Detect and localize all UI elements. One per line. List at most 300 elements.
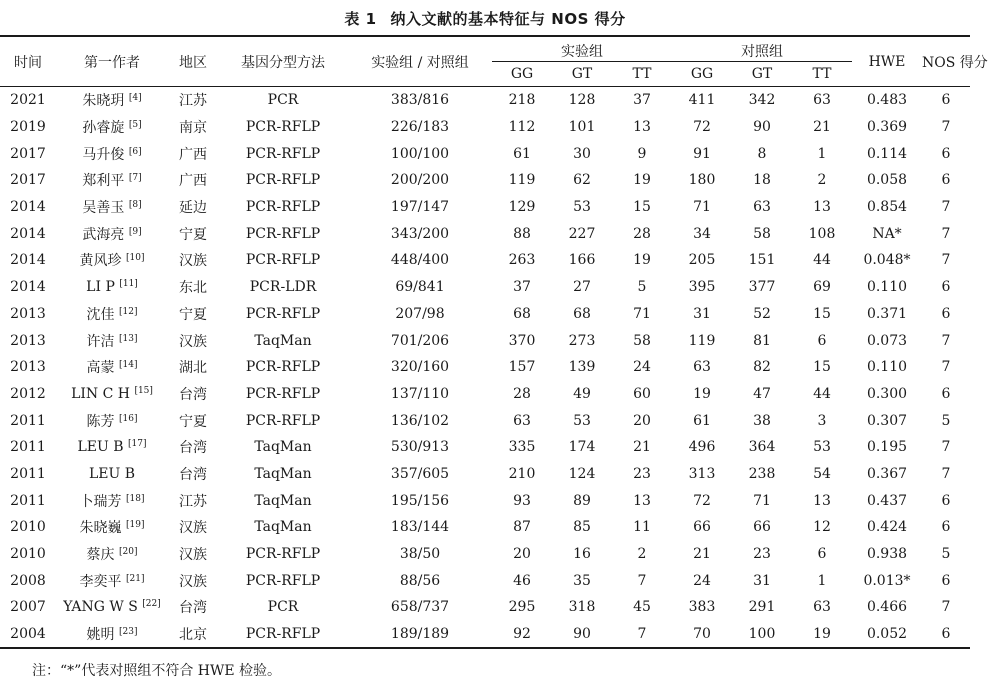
cell-ctrl-gt: 364 — [748, 439, 776, 456]
cell-ctrl-gt: 8 — [757, 145, 767, 162]
cell-method: PCR-RFLP — [245, 546, 321, 563]
cell-method: PCR-RFLP — [245, 359, 321, 376]
cell-nos: 5 — [941, 546, 951, 563]
cell-author — [56, 114, 168, 141]
cell-ctrl-gg: 395 — [688, 279, 716, 296]
cell-ctrl-gg: 19 — [693, 385, 711, 402]
cell-exp-gt: 53 — [573, 199, 591, 216]
cell-region: 江苏 — [179, 93, 207, 110]
cell-ratio: 530/913 — [390, 439, 450, 456]
cell-ctrl-tt: 44 — [813, 252, 831, 269]
table-title: 纳入文献的基本特征与 NOS 得分 — [390, 10, 626, 28]
cell-ctrl-gg: 24 — [693, 572, 711, 589]
table-row — [0, 381, 970, 408]
cell-year: 2004 — [0, 621, 56, 649]
cell-hwe: 0.483 — [866, 92, 908, 109]
table-row — [0, 567, 970, 594]
author-name: 陈芳 — [86, 413, 115, 430]
cell-ctrl-gg: 383 — [688, 599, 716, 616]
cell-method: PCR-RFLP — [245, 385, 321, 402]
cell-hwe: 0.058 — [866, 172, 908, 189]
cell-region: 台湾 — [179, 386, 207, 403]
cell-ratio: 343/200 — [390, 225, 450, 242]
cell-hwe: 0.466 — [866, 599, 908, 616]
cell-exp-gt: 85 — [573, 519, 591, 536]
cell-ctrl-tt: 21 — [813, 119, 831, 136]
cell-hwe: 0.114 — [866, 145, 908, 162]
cell-exp-tt: 24 — [633, 359, 651, 376]
cell-ctrl-gg: 72 — [693, 492, 711, 509]
header-ratio: 实验组 / 对照组 — [371, 54, 469, 71]
cell-ratio: 207/98 — [395, 305, 445, 322]
cell-hwe: 0.437 — [866, 492, 908, 509]
cell-nos: 7 — [941, 599, 951, 616]
cell-ctrl-tt: 19 — [792, 621, 852, 649]
cell-ratio: 448/400 — [390, 252, 450, 269]
table-body — [0, 87, 970, 649]
table-number: 表 1 — [344, 10, 377, 28]
cell-ratio: 200/200 — [390, 172, 450, 189]
cell-method: PCR-RFLP — [245, 145, 321, 162]
table-row — [0, 301, 970, 328]
cell-ratio: 195/156 — [390, 492, 450, 509]
cell-method: PCR-RFLP — [245, 199, 321, 216]
cell-author — [56, 514, 168, 541]
cell-author — [56, 407, 168, 434]
cell-hwe: 0.300 — [866, 385, 908, 402]
cell-exp-tt: 5 — [637, 279, 647, 296]
author-name: 马升俊 — [82, 146, 125, 163]
cell-author — [56, 354, 168, 381]
cell-method: TaqMan — [254, 519, 312, 536]
author-name: 黄风珍 — [79, 253, 122, 270]
reference-marker: [21] — [125, 573, 145, 584]
cell-method: PCR-RFLP — [245, 412, 321, 429]
header-ctrl-gt: GT — [751, 66, 773, 82]
reference-marker: [15] — [134, 385, 153, 396]
cell-method: PCR-RFLP — [245, 119, 321, 136]
cell-exp-tt: 9 — [637, 145, 647, 162]
cell-ratio: 320/160 — [390, 359, 450, 376]
cell-exp-tt: 60 — [633, 385, 651, 402]
author-name: YANG W S — [63, 599, 138, 616]
cell-ctrl-gg: 66 — [693, 519, 711, 536]
cell-year: 2010 — [10, 519, 46, 536]
cell-ctrl-gt: 82 — [753, 359, 771, 376]
cell-region: 台湾 — [179, 440, 207, 457]
cell-ctrl-tt: 13 — [813, 492, 831, 509]
cell-hwe: 0.073 — [866, 332, 908, 349]
cell-ctrl-tt: 63 — [813, 92, 831, 109]
cell-ratio: 357/605 — [390, 465, 450, 482]
cell-exp-tt: 23 — [633, 465, 651, 482]
cell-author — [56, 461, 168, 488]
cell-exp-tt: 15 — [633, 199, 651, 216]
cell-exp-gg: 20 — [513, 546, 531, 563]
cell-exp-gg: 87 — [513, 519, 531, 536]
cell-ctrl-tt: 69 — [813, 279, 831, 296]
author-name: LEU B — [77, 439, 124, 456]
cell-ctrl-gt: 31 — [753, 572, 771, 589]
cell-year: 2014 — [10, 199, 46, 216]
cell-ctrl-tt: 15 — [813, 305, 831, 322]
cell-region: 汉族 — [179, 333, 207, 350]
cell-ratio: 226/183 — [390, 119, 450, 136]
cell-ctrl-tt: 15 — [813, 359, 831, 376]
cell-exp-gt: 139 — [568, 359, 596, 376]
cell-nos: 7 — [941, 439, 951, 456]
table-row — [0, 114, 970, 141]
cell-year: 2021 — [10, 92, 46, 109]
cell-exp-gg: 119 — [508, 172, 536, 189]
cell-ctrl-tt: 6 — [817, 546, 827, 563]
cell-author — [56, 541, 168, 568]
cell-ctrl-gg: 71 — [693, 199, 711, 216]
cell-ctrl-gt: 47 — [753, 385, 771, 402]
cell-exp-gg: 157 — [508, 359, 536, 376]
header-exp-gt: GT — [571, 66, 593, 82]
cell-exp-gg: 37 — [513, 279, 531, 296]
cell-method: PCR — [267, 599, 299, 616]
table-row — [0, 541, 970, 568]
cell-ratio: 658/737 — [390, 599, 450, 616]
cell-ctrl-gg: 63 — [693, 359, 711, 376]
reference-marker: [16] — [118, 413, 138, 424]
cell-hwe: 0.938 — [866, 546, 908, 563]
cell-ctrl-gg: 31 — [693, 305, 711, 322]
cell-ratio: 197/147 — [390, 199, 450, 216]
header-year: 时间 — [14, 54, 42, 71]
cell-method: PCR-RFLP — [245, 225, 321, 242]
table-row — [0, 461, 970, 488]
author-name: 卜瑞芳 — [79, 493, 122, 510]
cell-exp-gg: 61 — [513, 145, 531, 162]
cell-ctrl-gg: 21 — [693, 546, 711, 563]
cell-nos: 7 — [941, 119, 951, 136]
table-row — [0, 594, 970, 621]
cell-exp-tt: 7 — [637, 572, 647, 589]
cell-year: 2011 — [10, 439, 46, 456]
cell-exp-gt: 227 — [568, 225, 596, 242]
cell-exp-gg: 129 — [508, 199, 536, 216]
cell-region: 汉族 — [179, 253, 207, 270]
reference-marker: [5] — [128, 120, 142, 131]
cell-exp-gt: 90 — [552, 621, 612, 649]
cell-exp-gg: 88 — [513, 225, 531, 242]
cell-exp-tt: 19 — [633, 252, 651, 269]
author-name: 朱晓玥 — [82, 93, 125, 110]
table-row — [0, 167, 970, 194]
studies-table — [0, 35, 988, 649]
reference-marker: [4] — [128, 93, 142, 104]
table-row — [0, 621, 970, 649]
cell-nos: 7 — [941, 359, 951, 376]
cell-ratio: 383/816 — [390, 92, 450, 109]
reference-marker: [20] — [118, 547, 138, 558]
cell-exp-gg: 92 — [492, 621, 552, 649]
cell-ctrl-tt: 2 — [817, 172, 827, 189]
cell-hwe: 0.195 — [866, 439, 908, 456]
author-name: 高蒙 — [86, 360, 115, 377]
reference-marker: [10] — [125, 253, 145, 264]
table-row — [0, 354, 970, 381]
reference-marker: [18] — [125, 493, 145, 504]
cell-method: PCR — [267, 92, 299, 109]
author-name: 蔡庆 — [86, 547, 115, 564]
cell-author — [56, 621, 168, 649]
cell-author — [56, 594, 168, 621]
cell-year: 2014 — [10, 225, 46, 242]
cell-nos: 6 — [941, 305, 951, 322]
cell-ctrl-gg: 70 — [672, 621, 732, 649]
cell-exp-gt: 68 — [573, 305, 591, 322]
cell-hwe: 0.854 — [866, 199, 908, 216]
cell-ctrl-gt: 238 — [748, 465, 776, 482]
author-name: 郑利平 — [82, 173, 125, 190]
cell-region: 宁夏 — [179, 306, 207, 323]
cell-ctrl-gt: 18 — [753, 172, 771, 189]
cell-hwe: 0.048* — [863, 252, 911, 269]
cell-region: 宁夏 — [179, 413, 207, 430]
cell-exp-gg: 112 — [508, 119, 536, 136]
cell-exp-gt: 49 — [573, 385, 591, 402]
header-method: 基因分型方法 — [241, 54, 325, 71]
header-region: 地区 — [179, 54, 207, 71]
cell-ctrl-gg: 119 — [688, 332, 716, 349]
cell-method: PCR-RFLP — [245, 172, 321, 189]
cell-year: 2011 — [10, 492, 46, 509]
author-name: 孙睿旋 — [82, 120, 125, 137]
cell-author — [56, 140, 168, 167]
cell-ctrl-gg: 180 — [688, 172, 716, 189]
cell-ctrl-tt: 63 — [813, 599, 831, 616]
cell-author — [56, 487, 168, 514]
cell-ctrl-tt: 6 — [817, 332, 827, 349]
table-row — [0, 194, 970, 221]
cell-region: 北京 — [168, 621, 218, 649]
cell-nos: 6 — [941, 279, 951, 296]
cell-exp-gg: 295 — [508, 599, 536, 616]
author-name: 沈佳 — [86, 306, 115, 323]
author-name: LIN C H — [71, 385, 130, 402]
cell-author — [56, 434, 168, 461]
table-row — [0, 514, 970, 541]
cell-hwe: 0.371 — [866, 305, 908, 322]
header-author: 第一作者 — [84, 54, 140, 71]
cell-method: PCR-RFLP — [245, 252, 321, 269]
cell-nos: 6 — [941, 92, 951, 109]
cell-exp-gt: 318 — [568, 599, 596, 616]
cell-region: 台湾 — [179, 600, 207, 617]
cell-author — [56, 327, 168, 354]
table-row — [0, 87, 970, 114]
cell-exp-gg: 68 — [513, 305, 531, 322]
cell-year: 2019 — [10, 119, 46, 136]
cell-author — [56, 381, 168, 408]
cell-exp-gt: 30 — [573, 145, 591, 162]
cell-region: 汉族 — [179, 520, 207, 537]
cell-ctrl-gt: 23 — [753, 546, 771, 563]
reference-marker: [6] — [128, 146, 142, 157]
cell-method: PCR-RFLP — [245, 572, 321, 589]
cell-method: TaqMan — [254, 439, 312, 456]
cell-exp-tt: 13 — [633, 119, 651, 136]
cell-ratio: 136/102 — [390, 412, 450, 429]
cell-hwe: NA* — [872, 225, 902, 242]
cell-nos: 7 — [941, 199, 951, 216]
cell-year: 2017 — [10, 172, 46, 189]
cell-exp-tt: 2 — [637, 546, 647, 563]
cell-exp-tt: 21 — [633, 439, 651, 456]
cell-region: 广西 — [179, 173, 207, 190]
cell-ctrl-gt: 38 — [753, 412, 771, 429]
cell-nos: 6 — [941, 492, 951, 509]
cell-ctrl-gt: 81 — [753, 332, 771, 349]
cell-year: 2017 — [10, 145, 46, 162]
cell-year: 2011 — [10, 465, 46, 482]
cell-ctrl-gg: 496 — [688, 439, 716, 456]
cell-author — [56, 167, 168, 194]
header-nos: NOS 得分 — [922, 54, 988, 71]
cell-exp-tt: 20 — [633, 412, 651, 429]
cell-exp-tt: 11 — [633, 519, 651, 536]
header-hwe: HWE — [868, 53, 906, 70]
table-row — [0, 434, 970, 461]
cell-method: TaqMan — [254, 332, 312, 349]
cell-exp-tt: 7 — [612, 621, 672, 649]
cell-ctrl-tt: 12 — [813, 519, 831, 536]
cell-year: 2013 — [10, 305, 46, 322]
header-ctrl-gg: GG — [690, 66, 714, 82]
cell-ctrl-gt: 58 — [753, 225, 771, 242]
cell-method: PCR-LDR — [249, 279, 317, 296]
cell-exp-gt: 166 — [568, 252, 596, 269]
cell-year: 2012 — [10, 385, 46, 402]
table-row — [0, 140, 970, 167]
cell-exp-gg: 263 — [508, 252, 536, 269]
cell-method: PCR-RFLP — [245, 305, 321, 322]
author-name: 李奕平 — [79, 573, 122, 590]
cell-hwe: 0.110 — [866, 359, 908, 376]
cell-ratio: 38/50 — [399, 546, 441, 563]
cell-exp-gt: 62 — [573, 172, 591, 189]
cell-exp-tt: 45 — [633, 599, 651, 616]
cell-region: 南京 — [179, 120, 207, 137]
cell-ratio: 137/110 — [390, 385, 450, 402]
cell-author — [56, 247, 168, 274]
author-name: 姚明 — [86, 627, 115, 644]
cell-hwe: 0.013* — [863, 572, 911, 589]
cell-ratio: 69/841 — [395, 279, 445, 296]
table-footnote: 注：“*”代表对照组不符合 HWE 检验。 — [32, 663, 282, 679]
cell-ctrl-gt: 63 — [753, 199, 771, 216]
cell-nos: 7 — [941, 252, 951, 269]
cell-region: 延边 — [179, 200, 207, 217]
cell-ratio: 100/100 — [390, 145, 450, 162]
table-header — [0, 36, 988, 87]
reference-marker: [11] — [119, 279, 138, 290]
cell-exp-tt: 71 — [633, 305, 651, 322]
cell-ratio: 88/56 — [399, 572, 441, 589]
cell-author — [56, 301, 168, 328]
cell-hwe: 0.369 — [866, 119, 908, 136]
cell-ctrl-tt: 44 — [813, 385, 831, 402]
cell-ctrl-gt: 291 — [748, 599, 776, 616]
cell-author — [56, 567, 168, 594]
reference-marker: [12] — [118, 306, 138, 317]
cell-ctrl-gt: 100 — [732, 621, 792, 649]
cell-ctrl-gt: 342 — [748, 92, 776, 109]
cell-nos: 5 — [941, 412, 951, 429]
cell-ctrl-gg: 205 — [688, 252, 716, 269]
table-row — [0, 274, 970, 301]
cell-author — [56, 194, 168, 221]
cell-exp-gt: 27 — [573, 279, 591, 296]
cell-ctrl-gt: 90 — [753, 119, 771, 136]
cell-ctrl-gg: 91 — [693, 145, 711, 162]
cell-region: 湖北 — [179, 360, 207, 377]
table-row — [0, 407, 970, 434]
cell-region: 汉族 — [179, 547, 207, 564]
cell-ctrl-gg: 34 — [693, 225, 711, 242]
cell-exp-gg: 46 — [513, 572, 531, 589]
cell-hwe: 0.367 — [866, 465, 908, 482]
cell-ctrl-gt: 66 — [753, 519, 771, 536]
cell-exp-gg: 218 — [508, 92, 536, 109]
author-name: 许洁 — [86, 333, 115, 350]
cell-exp-tt: 13 — [633, 492, 651, 509]
cell-ctrl-gt: 52 — [753, 305, 771, 322]
cell-region: 汉族 — [179, 573, 207, 590]
cell-hwe: 0.052 — [852, 621, 922, 649]
cell-exp-gt: 101 — [568, 119, 596, 136]
reference-marker: [14] — [118, 360, 138, 371]
cell-region: 宁夏 — [179, 226, 207, 243]
cell-exp-gg: 93 — [513, 492, 531, 509]
cell-ctrl-tt: 54 — [813, 465, 831, 482]
cell-exp-gt: 16 — [573, 546, 591, 563]
cell-exp-tt: 37 — [633, 92, 651, 109]
header-exp-gg: GG — [510, 66, 534, 82]
cell-region: 台湾 — [179, 466, 207, 483]
cell-hwe: 0.307 — [866, 412, 908, 429]
cell-year: 2008 — [10, 572, 46, 589]
cell-exp-gg: 28 — [513, 385, 531, 402]
cell-ctrl-tt: 13 — [813, 199, 831, 216]
reference-marker: [8] — [128, 200, 142, 211]
cell-exp-gg: 335 — [508, 439, 536, 456]
cell-ctrl-gg: 61 — [693, 412, 711, 429]
cell-exp-gg: 63 — [513, 412, 531, 429]
author-name: LI P — [86, 279, 115, 296]
cell-exp-tt: 28 — [633, 225, 651, 242]
cell-nos: 7 — [941, 465, 951, 482]
author-name: 吴善玉 — [82, 200, 125, 217]
header-control-group: 对照组 — [672, 36, 852, 62]
reference-marker: [23] — [118, 627, 138, 638]
cell-ctrl-gg: 411 — [688, 92, 716, 109]
cell-exp-gt: 128 — [568, 92, 596, 109]
reference-marker: [9] — [128, 226, 142, 237]
reference-marker: [17] — [128, 439, 147, 450]
cell-nos: 6 — [941, 572, 951, 589]
reference-marker: [22] — [142, 599, 161, 610]
cell-nos: 6 — [922, 621, 970, 649]
table-row — [0, 220, 970, 247]
cell-ctrl-tt: 1 — [817, 572, 827, 589]
table-row — [0, 327, 970, 354]
cell-year: 2010 — [10, 546, 46, 563]
